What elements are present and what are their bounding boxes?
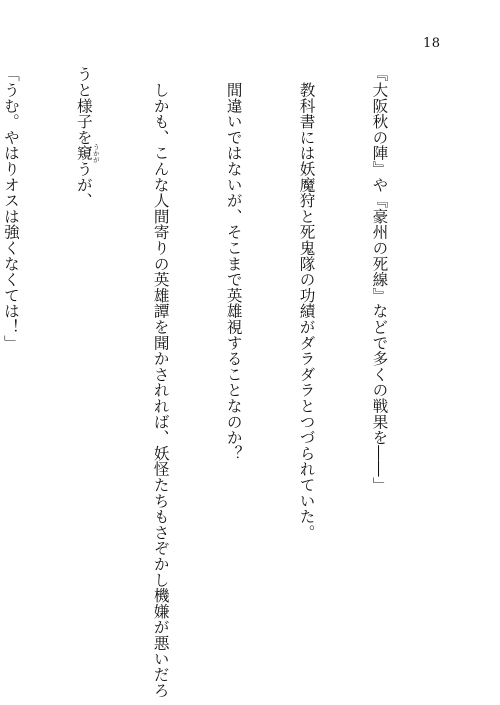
text-line: しかも、こんな人間寄りの英雄譚を聞かされれば、妖怪たちもさぞかし機嫌が悪いだろ bbox=[151, 66, 170, 698]
ruby-reading: うかが bbox=[91, 143, 100, 163]
text-segment: うと様子を bbox=[74, 66, 93, 145]
text-line: 間違いではないが、そこまで英雄視することなのか？ bbox=[224, 66, 243, 461]
page-number: 18 bbox=[423, 36, 441, 51]
furigana-word bbox=[74, 143, 100, 163]
text-line bbox=[72, 66, 100, 664]
text-segment: うが、 bbox=[74, 160, 93, 209]
text-line: 『大阪秋の陣』や『豪州の死線』などで多くの戦果を――」 bbox=[370, 66, 389, 493]
text-line: 教科書には妖魔狩と死鬼隊の功績がダラダラとつづられていた。 bbox=[297, 66, 316, 540]
text-line: 「うむ。やはりオスは強くなくては！」 bbox=[1, 66, 20, 351]
ruby-base: 窺 bbox=[74, 143, 93, 163]
body-text bbox=[1, 66, 440, 698]
